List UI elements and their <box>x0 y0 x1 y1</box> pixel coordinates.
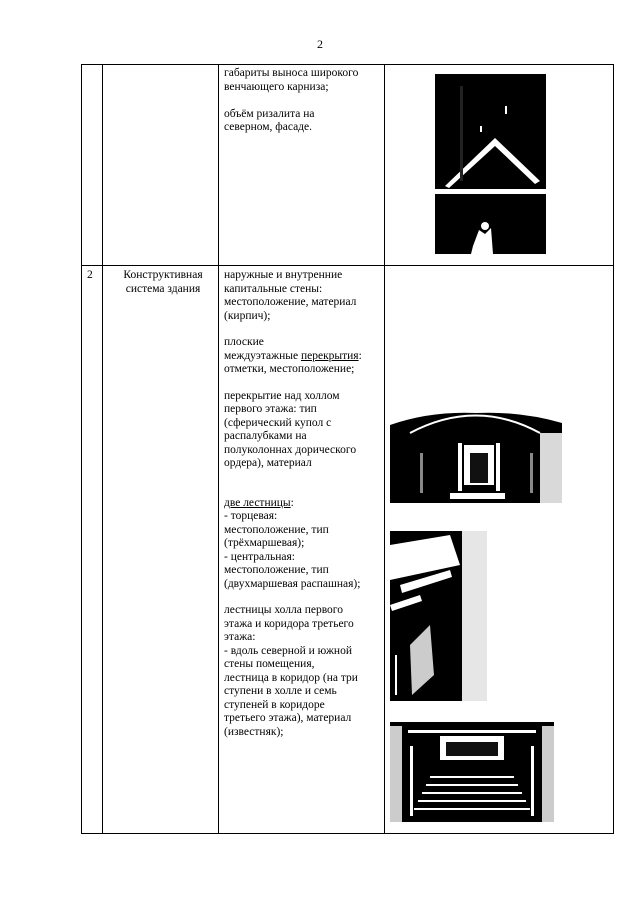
underlined-term: перекрытия <box>300 349 359 362</box>
row1-line: объём ризалита на <box>224 107 315 120</box>
system-line: Конструктивная <box>123 269 203 281</box>
text-line <box>224 497 384 511</box>
hall-ceiling-paragraph <box>224 390 384 471</box>
text-line: местоположение, тип <box>224 564 329 576</box>
text-line: отметки, местоположение; <box>224 363 355 375</box>
underlined-term: две лестницы <box>224 496 291 509</box>
walls-paragraph <box>224 269 384 323</box>
text-line: местоположение, тип <box>224 523 329 536</box>
text-line: (известняк); <box>224 725 284 738</box>
row2-system <box>108 269 218 296</box>
col-divider-1 <box>102 65 103 833</box>
text-line: ступеней в коридоре <box>224 698 325 711</box>
text-line: ступени в холле и семь <box>224 685 337 697</box>
text-line: капитальные стены: <box>224 282 323 295</box>
text-line: полуколоннах дорического <box>224 443 357 456</box>
text-line: местоположение, материал <box>224 296 357 308</box>
text-line: первого этажа: тип <box>224 403 317 415</box>
system-line: система здания <box>125 282 201 295</box>
page-number: 2 <box>317 37 323 51</box>
row-divider <box>82 265 613 266</box>
row1-line: габариты выноса широкого <box>224 67 359 79</box>
building-elements-table <box>81 64 614 834</box>
text-line: лестницы холла первого <box>224 604 343 616</box>
text-line: лестница в коридор (на три <box>224 671 358 684</box>
end-stair-photo <box>390 525 487 701</box>
text-line: перекрытие над холлом <box>224 389 340 402</box>
hall-dome-photo <box>390 403 562 503</box>
row1-line: северном, фасаде. <box>224 121 313 133</box>
text-line: (кирпич); <box>224 309 271 322</box>
text-line: этажа: <box>224 631 256 643</box>
row1-description <box>224 67 384 135</box>
text-line: распалубками на <box>224 430 307 442</box>
text-line: (двухмаршевая распашная); <box>224 577 361 590</box>
col-divider-2 <box>218 65 219 833</box>
text-line: этажа и коридора третьего <box>224 617 354 630</box>
col-divider-3 <box>384 65 385 833</box>
text-line: наружные и внутренние <box>224 269 343 281</box>
text-line: - вдоль северной и южной <box>224 644 352 657</box>
text-line: - торцевая: <box>224 510 278 522</box>
text-line: (трёхмаршевая); <box>224 537 305 549</box>
text-line: стены помещения, <box>224 658 315 670</box>
central-stair-photo <box>390 716 554 822</box>
text-line <box>224 350 384 364</box>
row1-line: венчающего карниза; <box>224 80 329 93</box>
row2-number: 2 <box>87 269 93 281</box>
text-run: междуэтажные <box>224 349 301 362</box>
text-line: - центральная: <box>224 550 295 563</box>
cornice-photo <box>435 66 546 254</box>
text-line: третьего этажа), материал <box>224 712 352 724</box>
stairs-paragraph <box>224 497 384 592</box>
floors-paragraph <box>224 336 384 377</box>
row2-description <box>224 269 384 752</box>
text-line: плоские <box>224 336 264 348</box>
text-run: : <box>358 349 362 362</box>
text-run: : <box>290 496 294 509</box>
text-line: ордера), материал <box>224 457 312 469</box>
hall-stairs-paragraph <box>224 604 384 739</box>
text-line: (сферический купол с <box>224 416 332 429</box>
